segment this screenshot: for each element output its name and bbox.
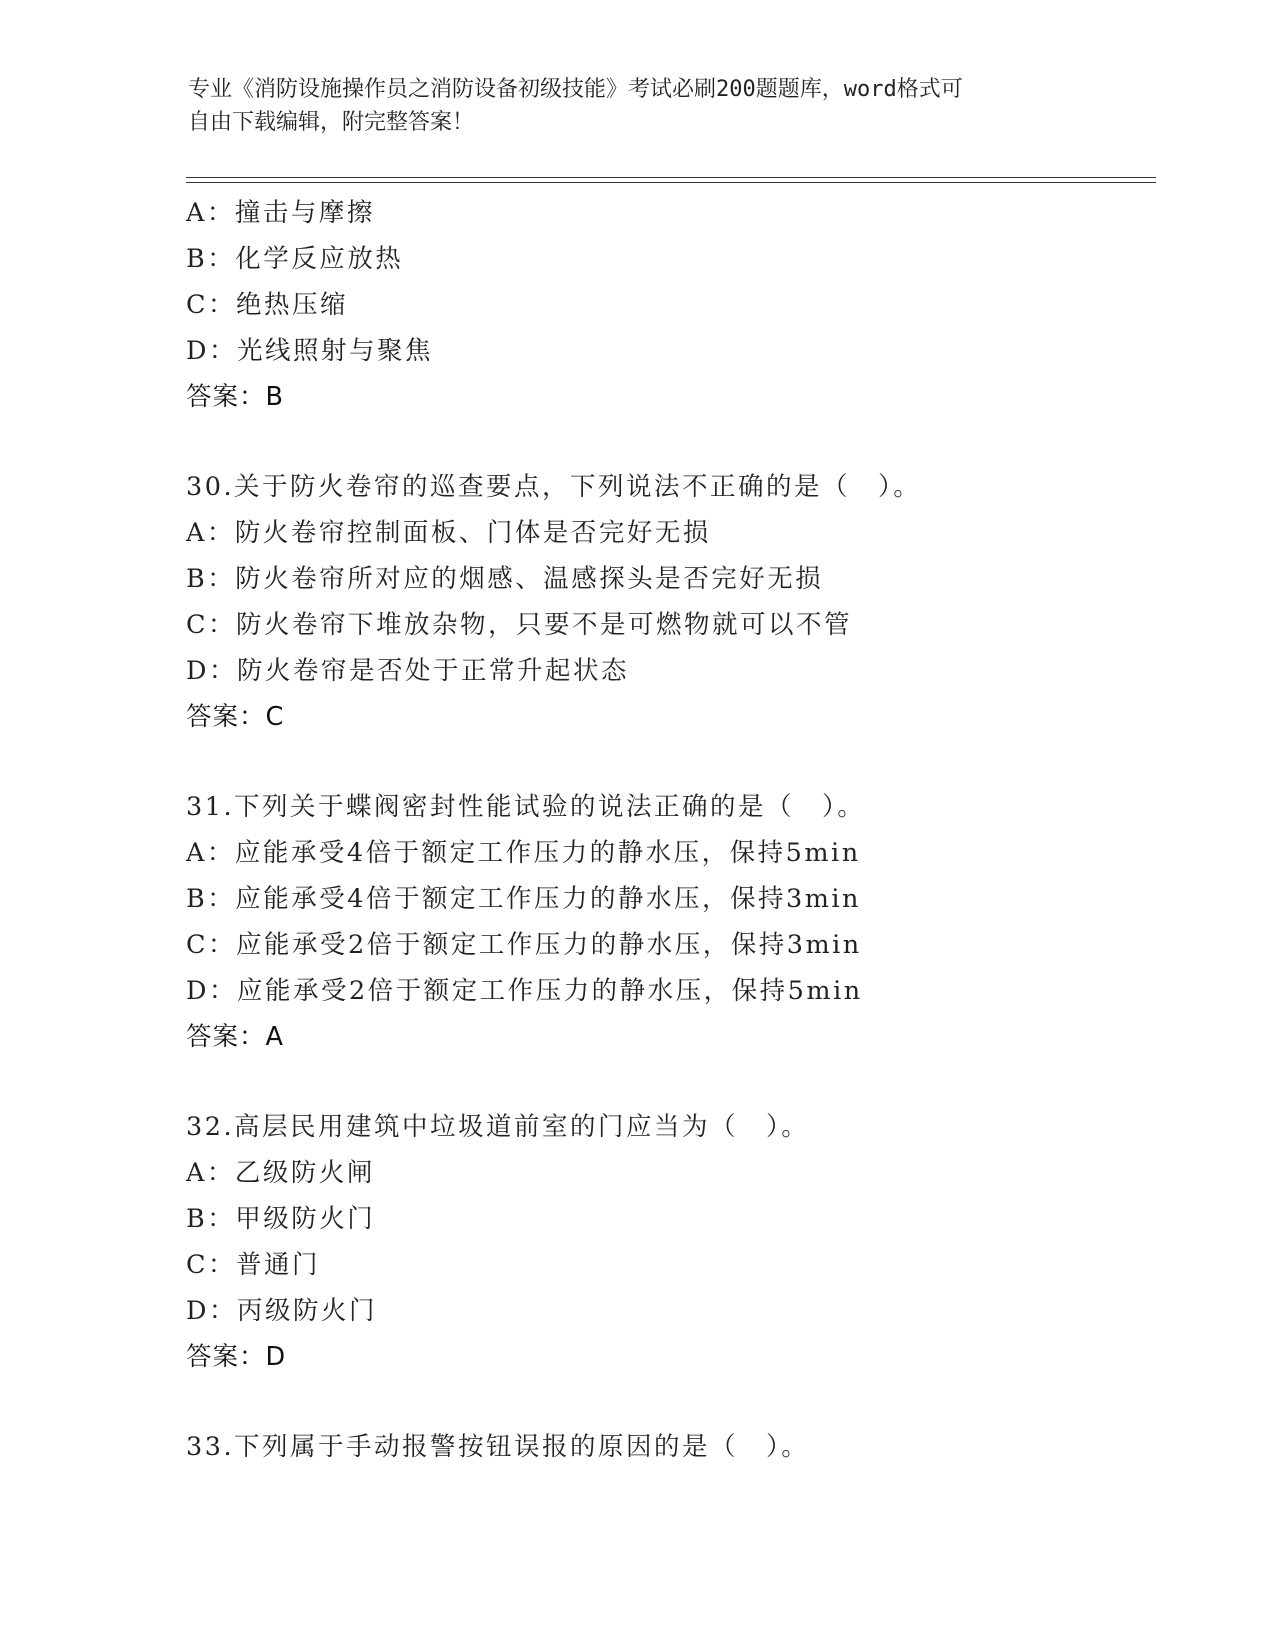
option-b: B：应能承受4倍于额定工作压力的静水压，保持3min (186, 884, 861, 914)
option-c: C：普通门 (186, 1250, 321, 1280)
header-divider-bottom (186, 182, 1156, 183)
question-stem: 30.关于防火卷帘的巡查要点，下列说法不正确的是（ ）。 (186, 472, 922, 502)
answer: 答案：D (186, 1342, 287, 1372)
answer: 答案：C (186, 702, 285, 732)
option-d: D：光线照射与聚焦 (186, 336, 433, 366)
spacer (186, 1060, 1186, 1104)
question-list (186, 190, 1186, 1470)
question-block-prev (186, 190, 1186, 420)
option-c: C：应能承受2倍于额定工作压力的静水压，保持3min (186, 930, 862, 960)
spacer (186, 420, 1186, 464)
question-block-32 (186, 1104, 1186, 1380)
option-b: B：化学反应放热 (186, 244, 404, 274)
header-divider-top (186, 177, 1156, 178)
option-a: A：撞击与摩擦 (186, 198, 375, 228)
answer: 答案：B (186, 382, 284, 412)
answer: 答案：A (186, 1022, 284, 1052)
option-d: D：防火卷帘是否处于正常升起状态 (186, 656, 629, 686)
option-a: A：乙级防火闸 (186, 1158, 375, 1188)
spacer (186, 740, 1186, 784)
header-line-2: 自由下载编辑，附完整答案！ (188, 110, 475, 135)
question-block-30 (186, 464, 1186, 740)
option-d: D：应能承受2倍于额定工作压力的静水压，保持5min (186, 976, 863, 1006)
option-b: B：防火卷帘所对应的烟感、温感探头是否完好无损 (186, 564, 824, 594)
option-a: A：应能承受4倍于额定工作压力的静水压，保持5min (186, 838, 861, 868)
option-d: D：丙级防火门 (186, 1296, 377, 1326)
question-stem: 33.下列属于手动报警按钮误报的原因的是（ ）。 (186, 1432, 810, 1462)
option-a: A：防火卷帘控制面板、门体是否完好无损 (186, 518, 711, 548)
header-line-1: 专业《消防设施操作员之消防设备初级技能》考试必刷200题题库，word格式可 (188, 77, 963, 102)
question-block-33 (186, 1424, 1186, 1470)
option-c: C：防火卷帘下堆放杂物，只要不是可燃物就可以不管 (186, 610, 853, 640)
document-header (188, 73, 1088, 139)
question-stem: 31.下列关于蝶阀密封性能试验的说法正确的是（ ）。 (186, 792, 866, 822)
option-b: B：甲级防火门 (186, 1204, 376, 1234)
option-c: C：绝热压缩 (186, 290, 349, 320)
question-stem: 32.高层民用建筑中垃圾道前室的门应当为（ ）。 (186, 1112, 810, 1142)
spacer (186, 1380, 1186, 1424)
question-block-31 (186, 784, 1186, 1060)
